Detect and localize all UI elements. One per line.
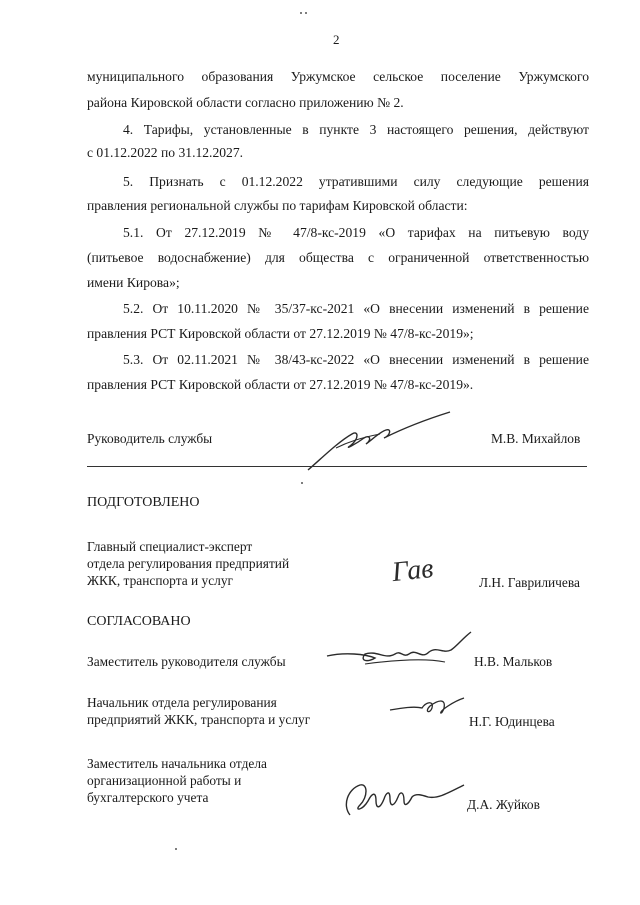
prepared-name: Л.Н. Гавриличева [479,575,580,590]
scan-speck [300,12,302,14]
body-line: имени Кирова»; [87,275,180,290]
prepared-position: ЖКК, транспорта и услуг [87,573,234,588]
scan-speck [175,848,177,850]
agreed-position: Заместитель начальника отдела [87,756,267,771]
body-line: 4. Тарифы, установленные в пункте 3 настоящего решения, действуют [123,122,589,137]
prepared-position: отдела регулирования предприятий [87,556,290,571]
scan-speck [301,482,303,484]
scan-speck [305,12,307,14]
body-line: 5.3. От 02.11.2021 № 38/43-кс-2022 «О внесении изменений в решение [123,352,589,367]
agreed-position: организационной работы и [87,773,242,788]
head-signature-icon [300,408,460,478]
agreed-position: предприятий ЖКК, транспорта и услуг [87,712,311,727]
body-line: с 01.12.2022 по 31.12.2027. [87,145,244,160]
agreed-position: Заместитель руководителя службы [87,654,286,669]
agreed-name: Д.А. Жуйков [467,797,540,812]
agreed-name: Н.В. Мальков [474,654,553,669]
yudintseva-signature-icon [388,694,468,724]
body-line: 5.2. От 10.11.2020 № 35/37-кс-2021 «О внесении изменений в решение [123,301,589,316]
prepared-heading: ПОДГОТОВЛЕНО [87,495,200,510]
separator-line [87,466,587,467]
body-line: 5. Признать с 01.12.2022 утратившими силу следующие решения [123,174,589,189]
prepared-position: Главный специалист-эксперт [87,539,253,554]
malkov-signature-icon [325,628,475,678]
head-name: М.В. Михайлов [491,431,581,446]
body-line: 5.1. От 27.12.2019 № 47/8-кс-2019 «О тарифах на питьевую воду [123,225,589,240]
head-position: Руководитель службы [87,431,213,446]
body-line: правления региональной службы по тарифам Кировской области: [87,198,468,213]
prepared-handwriting: Гав [390,552,435,589]
agreed-name: Н.Г. Юдинцева [469,714,555,729]
body-line: правления РСТ Кировской области от 27.12.2019 № 47/8-кс-2019»; [87,326,474,341]
body-line: района Кировской области согласно приложению № 2. [87,95,404,110]
zhuikov-signature-icon [338,775,468,825]
page-number: 2 [333,32,340,47]
agreed-position: бухгалтерского учета [87,790,209,805]
body-line: муниципального образования Уржумское сельское поселение Уржумского [87,69,589,84]
body-line: правления РСТ Кировской области от 27.12.2019 № 47/8-кс-2019». [87,377,474,392]
agreed-heading: СОГЛАСОВАНО [87,614,191,629]
agreed-position: Начальник отдела регулирования [87,695,277,710]
body-line: (питьевое водоснабжение) для общества с ограниченной ответственностью [87,250,589,265]
